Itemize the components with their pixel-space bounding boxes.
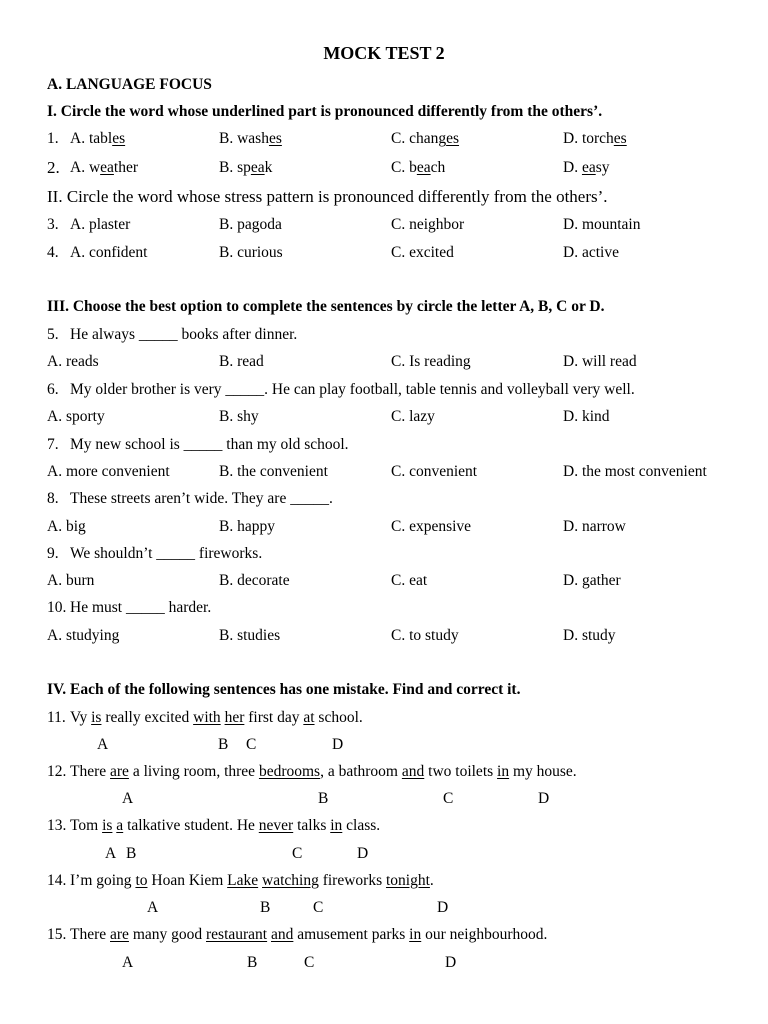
q15-letter-c: C xyxy=(304,954,315,971)
q5-option-d[interactable]: D. will read xyxy=(563,353,637,370)
q2-option-b[interactable]: B. speak xyxy=(219,159,273,176)
q8-option-b[interactable]: B. happy xyxy=(219,518,275,535)
q11-letter-d: D xyxy=(332,736,344,753)
option-underline-c[interactable]: her xyxy=(224,709,245,726)
q6-option-b[interactable]: B. shy xyxy=(219,408,259,425)
q9-option-c[interactable]: C. eat xyxy=(391,572,428,589)
q3-option-b[interactable]: B. pagoda xyxy=(219,216,282,233)
q8-option-a[interactable]: A. big xyxy=(47,518,86,535)
q12-letter-c: C xyxy=(443,790,454,807)
q4-option-c[interactable]: C. excited xyxy=(391,244,454,261)
q7-option-d[interactable]: D. the most convenient xyxy=(563,463,707,480)
q1-option-a[interactable]: A. tables xyxy=(70,130,126,147)
q13-letter-a: A xyxy=(105,845,117,862)
option-underline-a[interactable]: to xyxy=(135,872,148,889)
error-sentence-14: 14. I’m going to Hoan Kiem Lake watching fireworks tonight. xyxy=(47,872,434,889)
option-underline-a[interactable]: are xyxy=(110,763,129,780)
q6-option-a[interactable]: A. sporty xyxy=(47,408,105,425)
q9-option-b[interactable]: B. decorate xyxy=(219,572,290,589)
option-underline-b[interactable]: a xyxy=(116,817,124,834)
q6-option-c[interactable]: C. lazy xyxy=(391,408,435,425)
q5-option-b[interactable]: B. read xyxy=(219,353,264,370)
q2-row: 2. xyxy=(47,158,60,177)
error-sentence-15: 15. There are many good restaurant and amusement parks in our neighbourhood. xyxy=(47,926,548,943)
option-underline-c[interactable]: and xyxy=(401,763,425,780)
q8-option-d[interactable]: D. narrow xyxy=(563,518,626,535)
q1-row: 1. xyxy=(47,130,59,147)
q5-option-c[interactable]: C. Is reading xyxy=(391,353,471,370)
q6-option-d[interactable]: D. kind xyxy=(563,408,610,425)
q10-option-c[interactable]: C. to study xyxy=(391,627,459,644)
q1-option-b[interactable]: B. washes xyxy=(219,130,282,147)
option-underline-d[interactable]: at xyxy=(303,709,315,726)
q11-letter-c: C xyxy=(246,736,257,753)
q11-letter-b: B xyxy=(218,736,229,753)
page-title: MOCK TEST 2 xyxy=(323,43,445,63)
section-a-heading: A. LANGUAGE FOCUS xyxy=(47,76,212,93)
q15-letter-a: A xyxy=(122,954,134,971)
question-stem-5: 5. He always _____ books after dinner. xyxy=(47,326,298,343)
q7-option-c[interactable]: C. convenient xyxy=(391,463,478,480)
q4-option-b[interactable]: B. curious xyxy=(219,244,283,261)
part1-heading: I. Circle the word whose underlined part is pronounced differently from the others’. xyxy=(47,103,603,120)
q4-option-a[interactable]: A. confident xyxy=(70,244,148,261)
question-stem-7: 7. My new school is _____ than my old school. xyxy=(47,436,349,453)
q10-option-b[interactable]: B. studies xyxy=(219,627,281,644)
q10-option-a[interactable]: A. studying xyxy=(47,627,120,644)
q13-letter-d: D xyxy=(357,845,369,862)
q3-option-a[interactable]: A. plaster xyxy=(70,216,131,233)
q1-option-d[interactable]: D. torches xyxy=(563,130,627,147)
part2-heading: II. Circle the word whose stress pattern is pronounced differently from the others’. xyxy=(47,187,608,206)
option-underline-c[interactable]: and xyxy=(270,926,294,943)
q10-option-d[interactable]: D. study xyxy=(563,627,616,644)
option-underline-d[interactable]: in xyxy=(330,817,343,834)
option-underline-b[interactable]: Lake xyxy=(227,872,259,889)
question-stem-9: 9. We shouldn’t _____ fireworks. xyxy=(47,545,263,562)
q15-letter-d: D xyxy=(445,954,457,971)
error-sentence-13: 13. Tom is a talkative student. He never talks in class. xyxy=(47,817,381,834)
q2-option-a[interactable]: A. weather xyxy=(70,159,139,176)
q3-option-c[interactable]: C. neighbor xyxy=(391,216,465,233)
q5-option-a[interactable]: A. reads xyxy=(47,353,99,370)
q9-option-a[interactable]: A. burn xyxy=(47,572,95,589)
q7-option-a[interactable]: A. more convenient xyxy=(47,463,170,480)
option-underline-a[interactable]: are xyxy=(110,926,129,943)
part4-heading: IV. Each of the following sentences has one mistake. Find and correct it. xyxy=(47,681,521,698)
q14-letter-a: A xyxy=(147,899,159,916)
q8-option-c[interactable]: C. expensive xyxy=(391,518,472,535)
q1-option-c[interactable]: C. changes xyxy=(391,130,460,147)
q12-letter-b: B xyxy=(318,790,329,807)
option-underline-a[interactable]: is xyxy=(102,817,113,834)
option-underline-c[interactable]: watching xyxy=(262,872,319,889)
q4-option-d[interactable]: D. active xyxy=(563,244,619,261)
q15-letter-b: B xyxy=(247,954,258,971)
q14-letter-d: D xyxy=(437,899,449,916)
q2-option-d[interactable]: D. easy xyxy=(563,159,610,176)
option-underline-b[interactable]: bedrooms xyxy=(258,763,321,780)
q13-letter-c: C xyxy=(292,845,303,862)
option-underline-b[interactable]: restaurant xyxy=(206,926,268,943)
q9-option-d[interactable]: D. gather xyxy=(563,572,621,589)
q12-letter-a: A xyxy=(122,790,134,807)
q14-letter-b: B xyxy=(260,899,271,916)
error-sentence-11: 11. Vy is really excited with her first day at school. xyxy=(47,709,363,726)
option-underline-a[interactable]: is xyxy=(91,709,102,726)
option-underline-d[interactable]: in xyxy=(409,926,422,943)
question-stem-8: 8. These streets aren’t wide. They are _____. xyxy=(47,490,333,507)
question-stem-6: 6. My older brother is very _____. He can play football, table tennis and volleyball very well. xyxy=(47,381,635,398)
error-sentence-12: 12. There are a living room, three bedrooms, a bathroom and two toilets in my house. xyxy=(47,763,577,780)
option-underline-d[interactable]: in xyxy=(497,763,510,780)
q12-letter-d: D xyxy=(538,790,550,807)
q3-option-d[interactable]: D. mountain xyxy=(563,216,641,233)
q11-letter-a: A xyxy=(97,736,109,753)
q4-row: 4. xyxy=(47,244,59,261)
option-underline-c[interactable]: never xyxy=(258,817,294,834)
q14-letter-c: C xyxy=(313,899,324,916)
option-underline-b[interactable]: with xyxy=(193,709,221,726)
q13-letter-b: B xyxy=(126,845,137,862)
part3-heading: III. Choose the best option to complete the sentences by circle the letter A, B, C or D. xyxy=(47,298,605,315)
option-underline-d[interactable]: tonight xyxy=(385,872,430,889)
q3-row: 3. xyxy=(47,216,59,233)
question-stem-10: 10. He must _____ harder. xyxy=(47,599,212,616)
q2-option-c[interactable]: C. beach xyxy=(391,159,446,176)
q7-option-b[interactable]: B. the convenient xyxy=(219,463,328,480)
